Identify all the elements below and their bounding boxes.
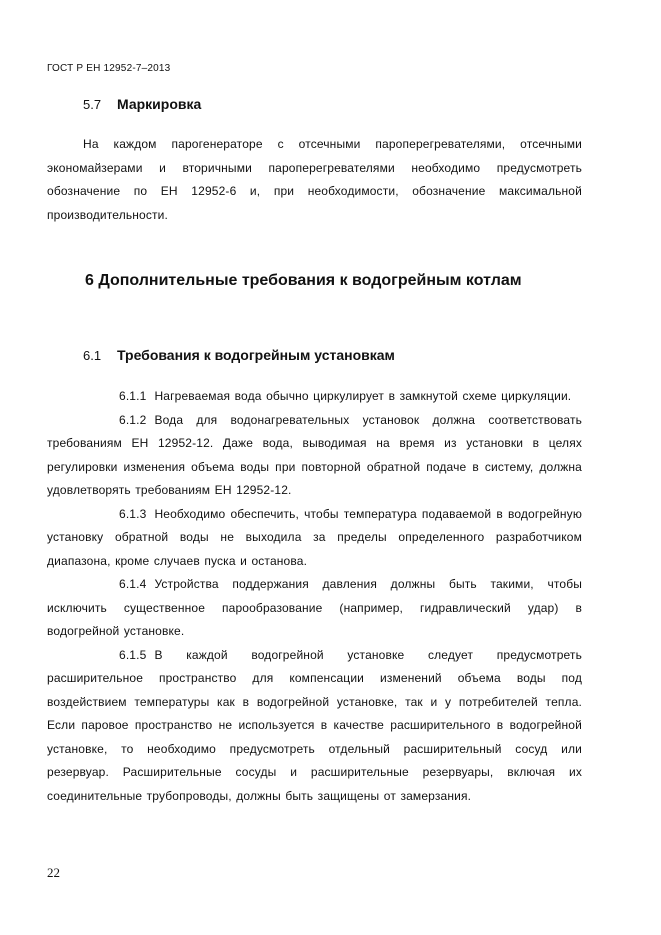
section-5-7-paragraph: На каждом парогенераторе с отсечными пароперегревателями, отсечными экономайзерами и вторичными пароперегревателями необходимо предусмотреть обозначение по ЕН 12952-6 и, при необходимости, обозначение максимальной производительности. [47,137,582,222]
clause-6-1-5 [47,644,582,809]
section-6-title: 6 Дополнительные требования к водогрейным котлам [85,272,522,289]
section-6-1-heading [83,347,395,363]
section-6-1-number: 6.1 [83,348,102,363]
clause-number: 6.1.3 [119,506,147,521]
section-6-1-body [47,385,582,808]
section-5-7-number: 5.7 [83,97,102,112]
section-5-7-title: Маркировка [117,96,202,112]
clause-text: Устройства поддержания давления должны быть такими, чтобы исключить существенное парообразование (например, гидравлический удар) в водогрейной установке. [47,577,582,638]
section-5-7-body [47,133,582,227]
clause-6-1-3 [47,503,582,574]
clause-number: 6.1.1 [119,389,147,403]
clause-text: Вода для водонагревательных установок должна соответствовать требованиям ЕН 12952-12. Даже вода, выводимая на время из установки в целях регулировки изменения объема воды при повторной обратной подаче в систему, должна удовлетворять требованиям ЕН 12952-12. [47,412,582,497]
clause-text: Нагреваемая вода обычно циркулирует в замкнутой схеме циркуляции. [154,389,572,403]
clause-text: В каждой водогрейной установке следует предусмотреть расширительное пространство для компенсации изменений объема воды под воздействием температуры как в водогрейной установке, так и у потребителей тепла. Если паровое пространство не используется в качестве расширительного в водогрейной установке, то необходимо предусмотреть отдельный расширительный сосуд или резервуар. Расширительные сосуды и расширительные резервуары, включая их соединительные трубопроводы, должны быть защищены от замерзания. [47,647,582,803]
clause-text: Необходимо обеспечить, чтобы температура подаваемой в водогрейную установку обратной воды не выходила за пределы определенного разработчиком диапазона, кроме случаев пуска и останова. [47,506,582,568]
clause-6-1-4 [47,573,582,644]
page-number: 22 [47,865,60,880]
clause-number: 6.1.5 [119,647,147,662]
clause-number: 6.1.4 [119,577,147,591]
clause-6-1-2 [47,409,582,503]
document-header-code: ГОСТ Р ЕН 12952-7–2013 [47,63,171,74]
section-5-7-heading [83,96,201,112]
clause-number: 6.1.2 [119,412,147,427]
section-6-1-title: Требования к водогрейным установкам [117,347,395,363]
clause-6-1-1 [47,385,582,409]
